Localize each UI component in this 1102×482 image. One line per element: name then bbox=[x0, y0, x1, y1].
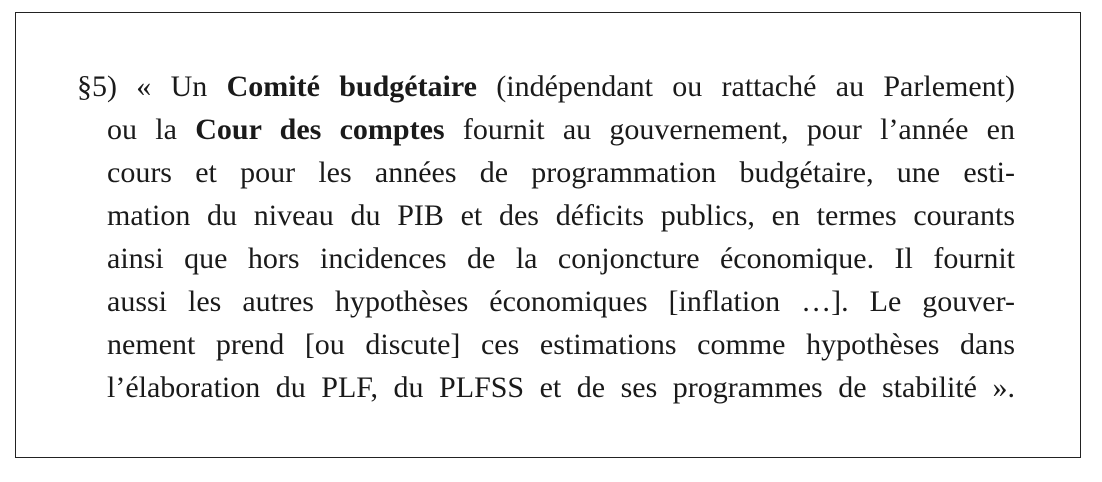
line-1-content bbox=[77, 72, 1015, 102]
paragraph-line-7 bbox=[107, 330, 1015, 360]
paragraph-line-4 bbox=[107, 201, 1015, 231]
paragraph-line-6 bbox=[107, 287, 1015, 317]
comite-budgetaire-term: Comité budgétaire bbox=[226, 70, 477, 103]
paragraph-line-5 bbox=[107, 244, 1015, 274]
line-7-text: nement prend [ou discute] ces estimations comme hypothèses dans bbox=[107, 328, 1015, 361]
line-4-text: mation du niveau du PIB et des déficits publics, en termes courants bbox=[107, 199, 1015, 232]
paragraph-line-8 bbox=[107, 373, 1015, 403]
paragraph-line-2 bbox=[107, 115, 1015, 145]
paragraph-line-3 bbox=[107, 158, 1015, 188]
line-3-text: cours et pour les années de programmation budgétaire, une esti- bbox=[107, 156, 1015, 189]
line-1-tail: (indépendant ou rattaché au Parlement) bbox=[476, 70, 1015, 103]
cour-des-comptes-term: Cour des comptes bbox=[195, 113, 445, 146]
line-2-lead: ou la bbox=[107, 113, 196, 146]
line-2-tail: fournit au gouvernement, pour l’année en bbox=[444, 113, 1015, 146]
line-1-lead: §5) « Un bbox=[77, 70, 227, 103]
line-5-text: ainsi que hors incidences de la conjoncture économique. Il fournit bbox=[107, 242, 1015, 275]
line-8-text: l’élaboration du PLF, du PLFSS et de ses programmes de stabilité ». bbox=[107, 371, 1015, 404]
paragraph-line-1 bbox=[77, 72, 1015, 102]
line-2-content bbox=[107, 115, 1015, 145]
line-6-text: aussi les autres hypothèses économiques [inflation …]. Le gouver- bbox=[107, 285, 1015, 318]
